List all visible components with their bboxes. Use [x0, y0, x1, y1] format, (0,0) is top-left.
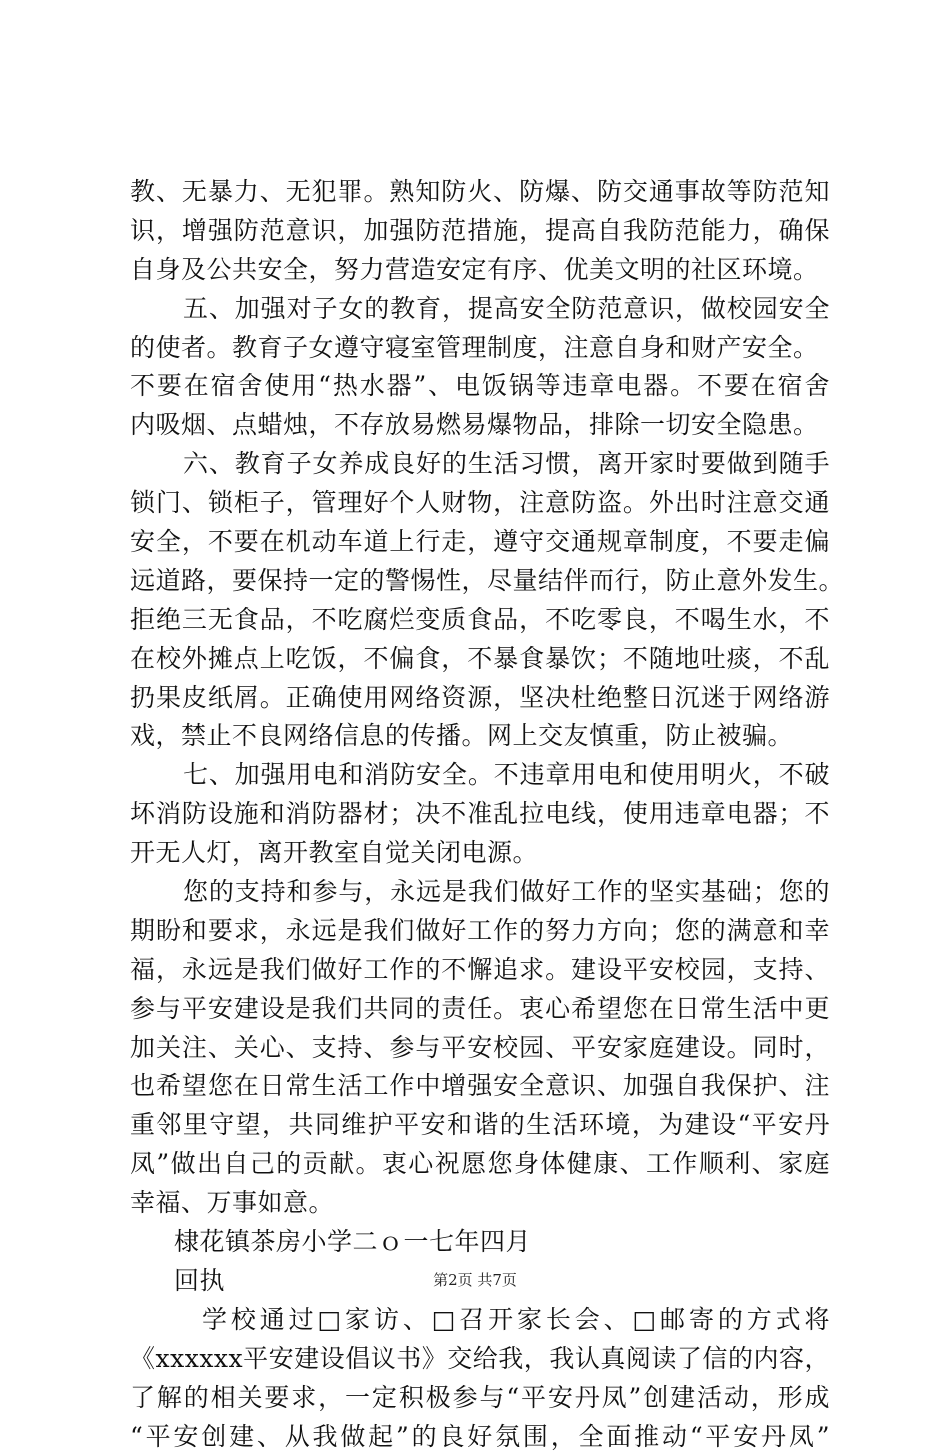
- body-line: 参与平安建设是我们共同的责任。衷心希望您在日常生活中更: [130, 990, 830, 1029]
- paragraph-6-start: 六、教育子女养成良好的生活习惯，离开家时要做到随手: [130, 445, 830, 484]
- body-line: 福，永远是我们做好工作的不懈追求。建设平安校园，支持、: [130, 951, 830, 990]
- body-line: 也希望您在日常生活工作中增强安全意识、加强自我保护、注: [130, 1067, 830, 1106]
- body-line: 开无人灯，离开教室自觉关闭电源。: [130, 834, 830, 873]
- body-line: 自身及公共安全，努力营造安定有序、优美文明的社区环境。: [130, 251, 830, 290]
- receipt-heading: 回执: [130, 1262, 830, 1301]
- body-line: 戏，禁止不良网络信息的传播。网上交友慎重，防止被骗。: [130, 717, 830, 756]
- receipt-paragraph-start: 学校通过□家访、□召开家长会、□邮寄的方式将: [130, 1301, 830, 1340]
- page-number-footer: 第2页 共7页: [0, 1270, 950, 1290]
- body-line: 远道路，要保持一定的警惕性，尽量结伴而行，防止意外发生。: [130, 562, 830, 601]
- body-line: 坏消防设施和消防器材；决不准乱拉电线，使用违章电器；不: [130, 795, 830, 834]
- body-line: 的使者。教育子女遵守寝室管理制度，注意自身和财产安全。: [130, 329, 830, 368]
- body-line: 《xxxxxx平安建设倡议书》交给我，我认真阅读了信的内容，: [130, 1340, 830, 1379]
- body-line: 识，增强防范意识，加强防范措施，提高自我防范能力，确保: [130, 212, 830, 251]
- body-line: 凤”做出自己的贡献。衷心祝愿您身体健康、工作顺利、家庭: [130, 1145, 830, 1184]
- body-line: “平安创建、从我做起”的良好氛围，全面推动“平安丹凤”: [130, 1418, 830, 1456]
- body-line: 内吸烟、点蜡烛，不存放易燃易爆物品，排除一切安全隐患。: [130, 406, 830, 445]
- document-body: [130, 173, 830, 1456]
- body-line: 拒绝三无食品，不吃腐烂变质食品，不吃零良，不喝生水，不: [130, 601, 830, 640]
- paragraph-7-start: 七、加强用电和消防安全。不违章用电和使用明火，不破: [130, 756, 830, 795]
- body-line: 不要在宿舍使用“热水器”、电饭锅等违章电器。不要在宿舍: [130, 367, 830, 406]
- body-line: 加关注、关心、支持、参与平安校园、平安家庭建设。同时，: [130, 1029, 830, 1068]
- body-line: 重邻里守望，共同维护平安和谐的生活环境，为建设“平安丹: [130, 1106, 830, 1145]
- closing-paragraph-start: 您的支持和参与，永远是我们做好工作的坚实基础；您的: [130, 873, 830, 912]
- body-line: 期盼和要求，永远是我们做好工作的努力方向；您的满意和幸: [130, 912, 830, 951]
- paragraph-5-start: 五、加强对子女的教育，提高安全防范意识，做校园安全: [130, 290, 830, 329]
- body-line: 了解的相关要求，一定积极参与“平安丹凤”创建活动，形成: [130, 1379, 830, 1418]
- body-line: 安全，不要在机动车道上行走，遵守交通规章制度，不要走偏: [130, 523, 830, 562]
- body-line: 教、无暴力、无犯罪。熟知防火、防爆、防交通事故等防范知: [130, 173, 830, 212]
- body-line: 锁门、锁柜子，管理好个人财物，注意防盗。外出时注意交通: [130, 484, 830, 523]
- body-line: 幸福、万事如意。: [130, 1184, 830, 1223]
- body-line: 在校外摊点上吃饭，不偏食，不暴食暴饮；不随地吐痰，不乱: [130, 640, 830, 679]
- body-line: 扔果皮纸屑。正确使用网络资源，坚决杜绝整日沉迷于网络游: [130, 679, 830, 718]
- signature-line: 棣花镇茶房小学二ｏ一七年四月: [130, 1223, 830, 1262]
